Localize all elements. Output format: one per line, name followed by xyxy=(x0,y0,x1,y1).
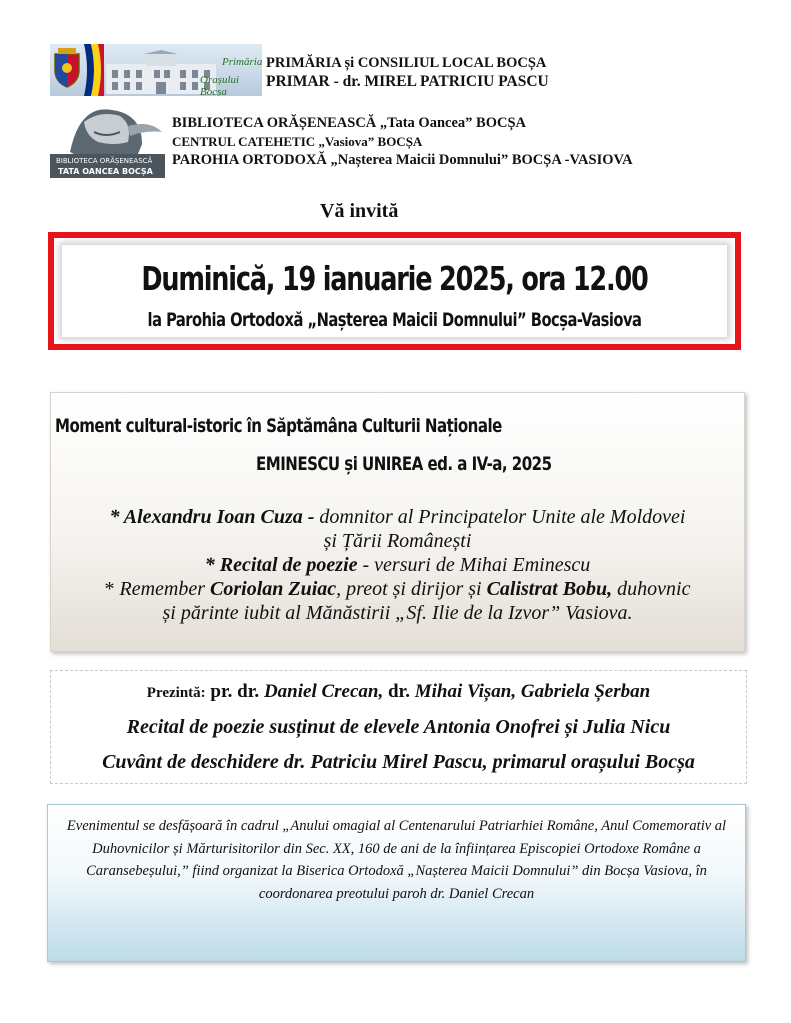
program-item-text: domnitor al Principatelor Unite ale Moldovei xyxy=(314,506,686,528)
header-centrul: CENTRUL CATEHETIC „Vasiova” BOCȘA xyxy=(172,134,423,149)
invite-heading: Vă invită xyxy=(320,200,399,222)
header-biblioteca: BIBLIOTECA ORĂȘENEASCĂ „Tata Oancea” BOCȘA xyxy=(172,115,526,131)
event-date: Duminică, 19 ianuarie 2025, ora 12.00 xyxy=(141,259,648,298)
opening-line: Cuvânt de deschidere dr. Patriciu Mirel Pascu, primarul orașului Bocșa xyxy=(102,751,695,773)
date-box-inner xyxy=(62,245,727,337)
program-item-text: duhovnic xyxy=(612,578,691,600)
program-list xyxy=(51,505,744,625)
header-primar: PRIMAR - dr. MIREL PATRICIU PASCU xyxy=(266,73,549,90)
header-parohia: PAROHIA ORTODOXĂ „Nașterea Maicii Domnului” BOCȘA -VASIOVA xyxy=(172,152,633,168)
biblioteca-logo xyxy=(50,102,165,178)
primaria-logo-text-1: Primăria xyxy=(222,56,262,68)
date-box xyxy=(48,232,741,350)
presenter-title: dr. xyxy=(383,681,415,702)
program-item-continued: și părinte iubit al Mănăstirii „Sf. Ilie de la Izvor” Vasiova. xyxy=(162,602,633,624)
program-item xyxy=(51,553,744,577)
presenter-name: Daniel Crecan, xyxy=(263,681,384,702)
event-note-text: Evenimentul se desfășoară în cadrul „Anului omagial al Centenarului Patriarhiei Române, Anul Comemorativ al Duhovnicilor și Mărturisitorilor din Sec. XX, 160 de ani de la înființarea Episcopiei Ortodoxe Române a Caransebeșului,” fiind organizat la Biserica Ortodoxă „Nașterea Maicii Domnului” din Bocșa Vasiova, în coordonarea preotului paroh dr. Daniel Crecan xyxy=(66,818,727,902)
event-note-box xyxy=(47,804,746,962)
presenter-title: pr. dr. xyxy=(205,681,264,702)
coat-of-arms-icon xyxy=(52,48,82,88)
program-item-text: Remember xyxy=(114,578,211,600)
program-item-text: , preot și dirijor și xyxy=(336,578,487,600)
program-item-name: Coriolan Zuiac xyxy=(210,578,337,600)
program-item-text: - versuri de Mihai Eminescu xyxy=(357,554,591,576)
biblioteca-logo-text-1: BIBLIOTECA ORĂȘENEASCĂ xyxy=(56,157,153,165)
presenters-box xyxy=(50,670,747,784)
event-place: la Parohia Ortodoxă „Nașterea Maicii Domnului” Bocșa-Vasiova xyxy=(147,309,642,331)
recital-line: Recital de poezie susținut de elevele Antonia Onofrei și Julia Nicu xyxy=(126,716,671,738)
cultural-title: Moment cultural-istoric în Săptămâna Culturii Naționale xyxy=(55,415,502,437)
biblioteca-logo-text-2: TATA OANCEA BOCȘA xyxy=(58,167,153,176)
program-item-title: * Alexandru Ioan Cuza - xyxy=(109,506,315,528)
header-primaria: PRIMĂRIA și CONSILIUL LOCAL BOCȘA xyxy=(266,55,547,71)
program-item xyxy=(51,577,744,601)
cultural-edition: EMINESCU și UNIREA ed. a IV-a, 2025 xyxy=(256,453,552,475)
primaria-logo-text-2: Orașului Bocșa xyxy=(200,74,240,96)
program-item-bullet: * xyxy=(104,578,115,600)
romanian-flag-icon xyxy=(84,44,104,96)
program-item-name: Calistrat Bobu, xyxy=(486,578,613,600)
presenter-name: Gabriela Șerban xyxy=(516,681,651,702)
presenters-line xyxy=(51,681,746,703)
program-item-continued: și Țării Românești xyxy=(323,530,472,552)
cultural-program-box xyxy=(50,392,745,652)
presenters-label: Prezintă: xyxy=(146,685,206,701)
primaria-logo xyxy=(50,44,262,96)
program-item-title: * Recital de poezie xyxy=(204,554,358,576)
presenter-name: Mihai Vișan, xyxy=(414,681,517,702)
program-item xyxy=(51,505,744,529)
